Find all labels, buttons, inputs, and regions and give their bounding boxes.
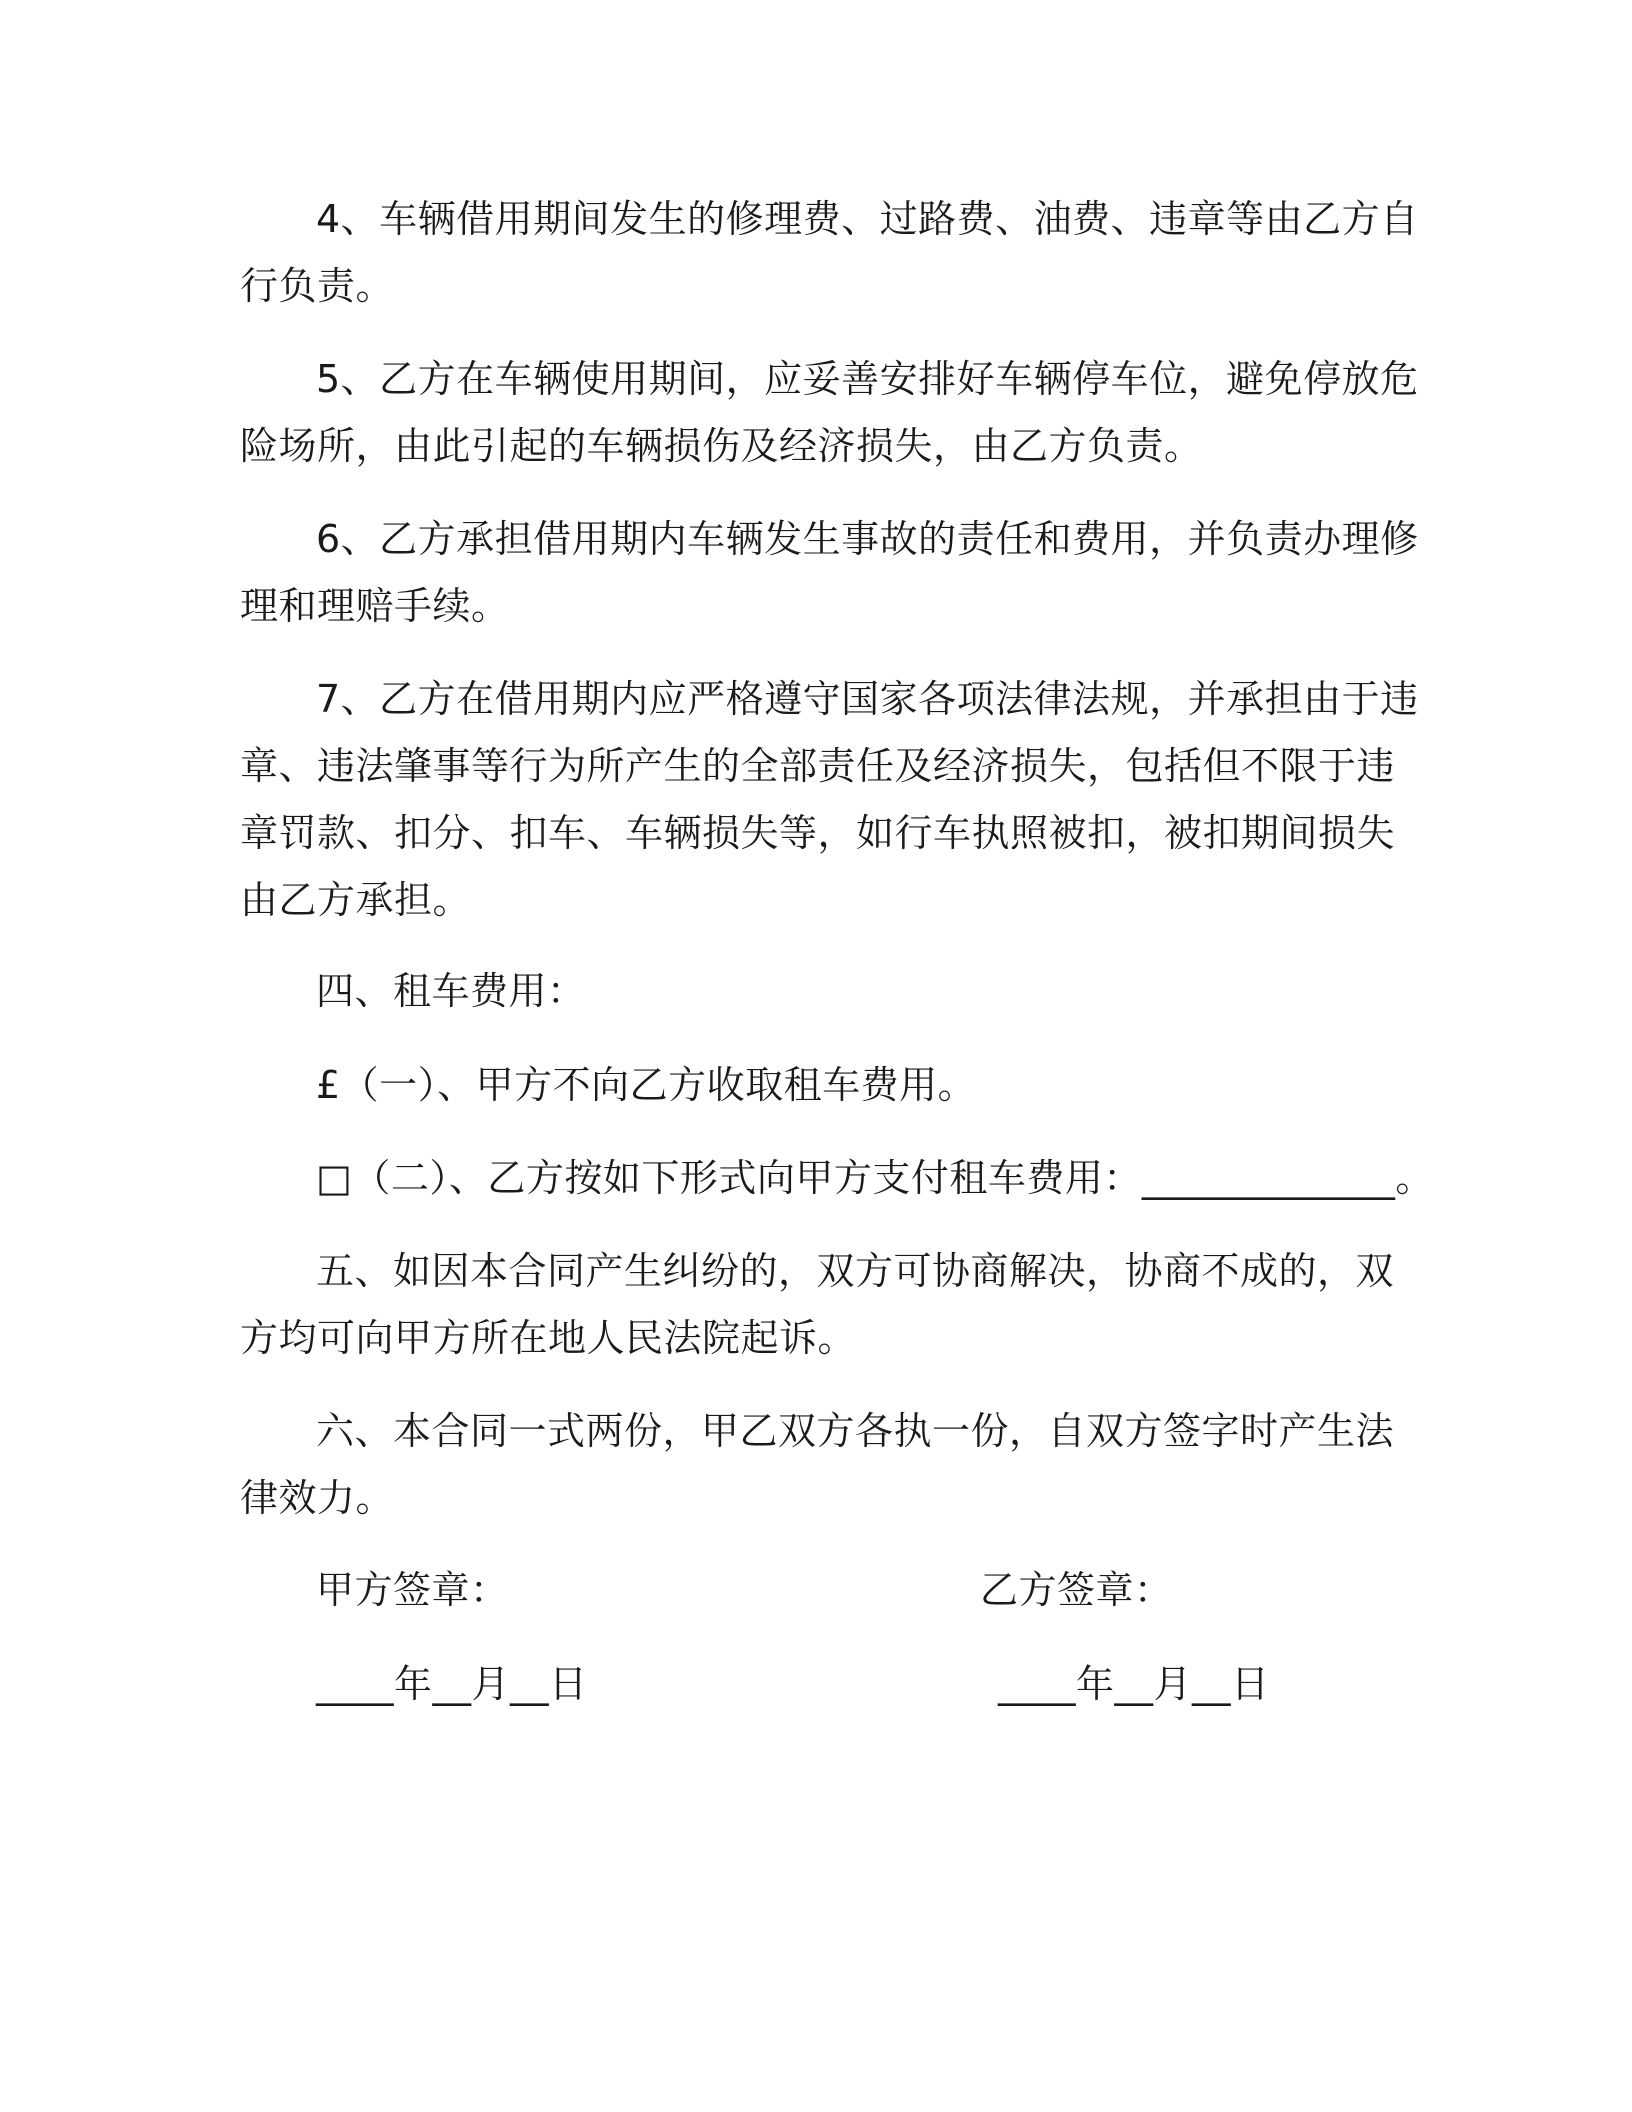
party-a-signature-label: 甲方签章：	[316, 1568, 509, 1612]
section-6-line-2: 律效力。	[240, 1476, 395, 1520]
clause-5-line-1: 5、乙方在车辆使用期间，应妥善安排好车辆停车位，避免停放危	[316, 357, 1419, 401]
clause-7-line-2: 章、违法肇事等行为所产生的全部责任及经济损失，包括但不限于违	[240, 744, 1396, 788]
clause-7-line-4: 由乙方承担。	[240, 878, 472, 922]
clause-6-line-1: 6、乙方承担借用期内车辆发生事故的责任和费用，并负责办理修	[316, 517, 1419, 561]
section-6-line-1: 六、本合同一式两份，甲乙双方各执一份，自双方签字时产生法	[316, 1409, 1395, 1453]
section-4-heading: 四、租车费用：	[316, 969, 586, 1013]
clause-6-line-2: 理和理赔手续。	[240, 584, 510, 628]
clause-5-line-2: 险场所，由此引起的车辆损伤及经济损失，由乙方负责。	[240, 424, 1203, 468]
clause-7	[240, 666, 1419, 934]
clause-5	[240, 346, 1419, 480]
clause-7-line-3: 章罚款、扣分、扣车、车辆损失等，如行车执照被扣，被扣期间损失	[240, 811, 1396, 855]
party-a-date-line: ____年__月__日	[316, 1662, 588, 1706]
clause-6	[240, 506, 1419, 640]
party-b-signature-label: 乙方签章：	[980, 1568, 1173, 1612]
clause-4	[240, 186, 1419, 320]
clause-7-line-1: 7、乙方在借用期内应严格遵守国家各项法律法规，并承担由于违	[316, 677, 1419, 721]
clause-4-line-1: 4、车辆借用期间发生的修理费、过路费、油费、违章等由乙方自	[316, 197, 1419, 241]
section-4-option-1: £（一）、甲方不向乙方收取租车费用。	[316, 1063, 977, 1107]
section-5	[240, 1238, 1395, 1372]
section-4-option-2: □（二）、乙方按如下形式向甲方支付租车费用：_____________。	[316, 1156, 1434, 1200]
section-5-line-1: 五、如因本合同产生纠纷的，双方可协商解决，协商不成的，双	[316, 1249, 1395, 1293]
clause-4-line-2: 行负责。	[240, 264, 395, 308]
section-6	[240, 1398, 1395, 1532]
party-b-date-line: ____年__月__日	[998, 1662, 1270, 1706]
section-5-line-2: 方均可向甲方所在地人民法院起诉。	[240, 1316, 857, 1360]
